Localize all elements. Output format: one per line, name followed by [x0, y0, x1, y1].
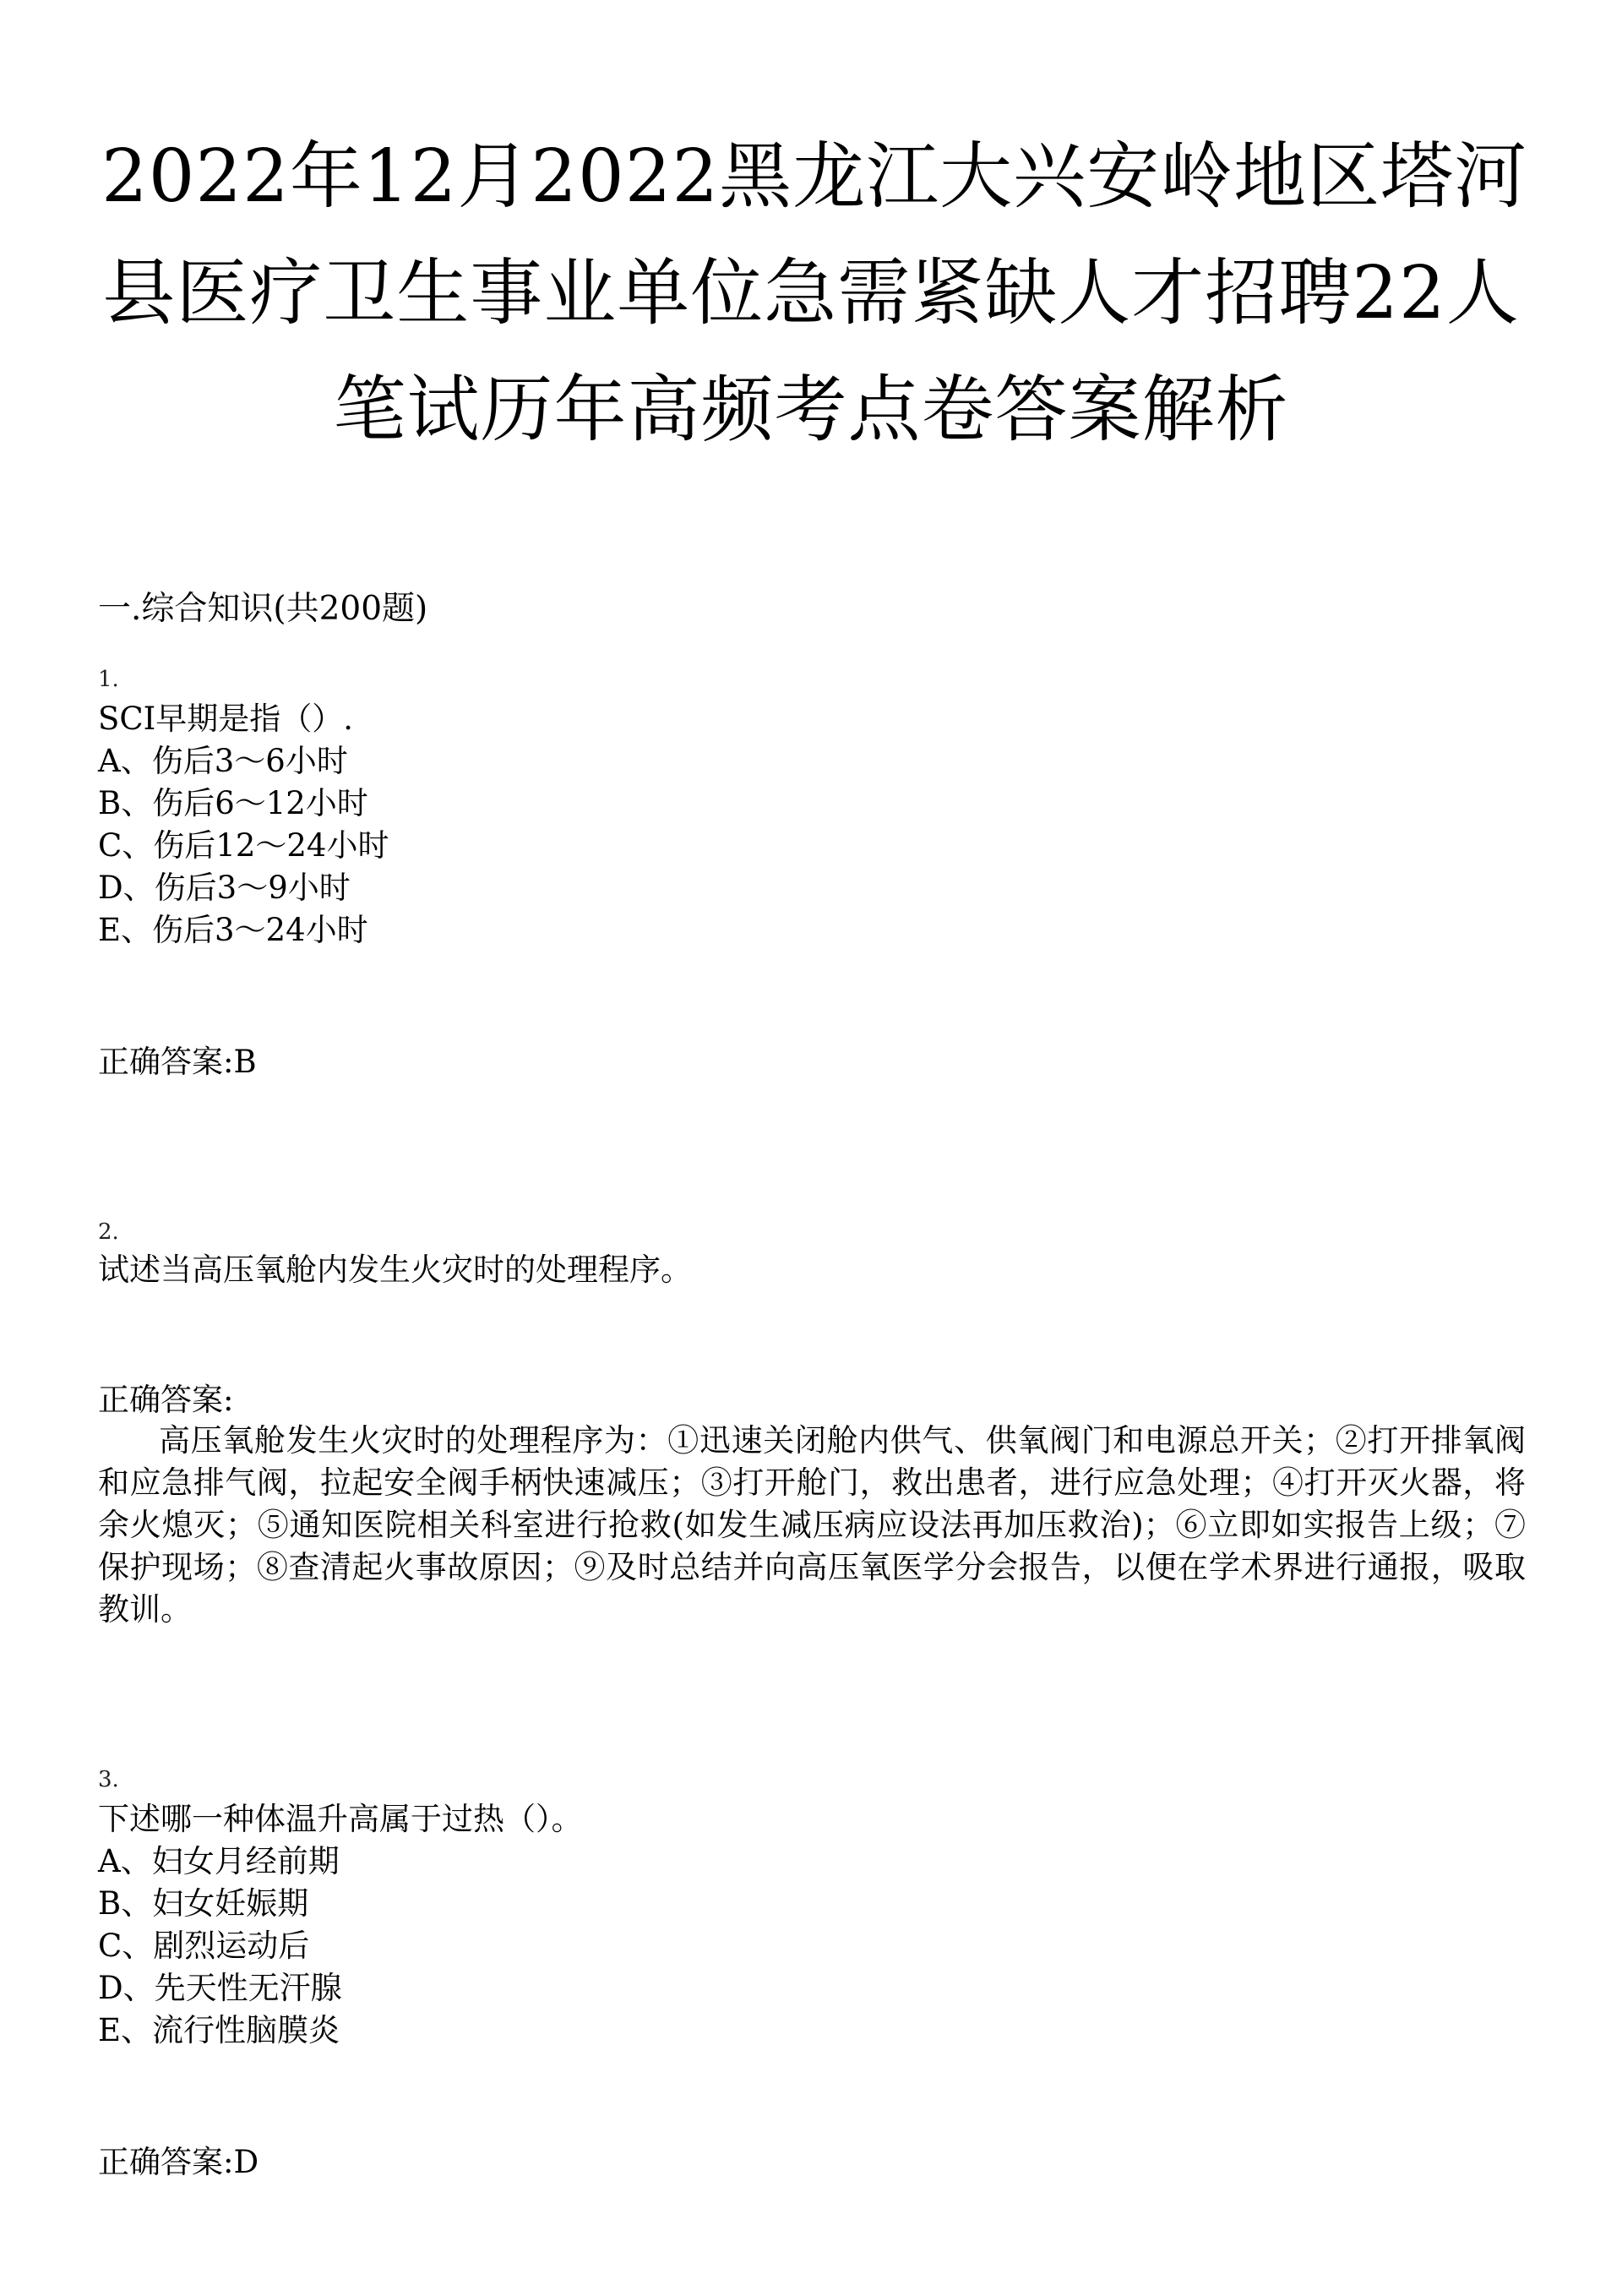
question-1-option-a: A、伤后3～6小时: [98, 743, 348, 779]
question-1-option-c: C、伤后12～24小时: [98, 827, 389, 864]
question-1-option-b: B、伤后6～12小时: [98, 785, 368, 821]
question-3-option-d: D、先天性无汗腺: [98, 1970, 342, 2006]
question-2-explanation: 高压氧舱发生火灾时的处理程序为：①迅速关闭舱内供气、供氧阀门和电源总开关；②打开排氧阀和应急排气阀，拉起安全阀手柄快速减压；③打开舱门，救出患者，进行应急处理；④打开灭火器，将余火熄灭；⑤通知医院相关科室进行抢救(如发生减压病应设法再加压救治)；⑥立即如实报告上级；⑦保护现场；⑧查清起火事故原因；⑨及时总结并向高压氧医学分会报告，以便在学术界进行通报，吸取教训。: [98, 1422, 1526, 1628]
question-3-options: [98, 1841, 342, 2052]
question-3-answer: 正确答案:D: [98, 2144, 259, 2180]
question-2-number: 2.: [98, 1219, 119, 1245]
section-heading: 一.综合知识(共200题): [98, 590, 428, 628]
question-1-stem: SCI早期是指（）.: [98, 701, 354, 737]
question-1-option-d: D、伤后3～9小时: [98, 870, 351, 906]
question-2-answer: 正确答案:: [98, 1382, 234, 1418]
question-3-option-b: B、妇女妊娠期: [98, 1885, 309, 1922]
question-1-options: [98, 740, 389, 952]
question-3-option-e: E、流行性脑膜炎: [98, 2012, 340, 2048]
title-line-3: 笔试历年高频考点卷答案解析: [333, 368, 1289, 452]
question-1-answer: 正确答案:B: [98, 1044, 257, 1080]
question-3-option-c: C、剧烈运动后: [98, 1928, 310, 1964]
title-line-1: 2022年12月2022黑龙江大兴安岭地区塔河: [101, 134, 1528, 219]
question-3-option-a: A、妇女月经前期: [98, 1843, 340, 1879]
question-1-option-e: E、伤后3～24小时: [98, 912, 368, 948]
question-3-number: 3.: [98, 1767, 119, 1792]
question-3-stem: 下述哪一种体温升高属于过热（）。: [98, 1801, 583, 1837]
question-1-number: 1.: [98, 667, 119, 692]
question-2-stem: 试述当高压氧舱内发生火灾时的处理程序。: [98, 1252, 692, 1288]
title-line-2: 县医疗卫生事业单位急需紧缺人才招聘22人: [102, 251, 1520, 335]
document-title: [101, 118, 1528, 468]
